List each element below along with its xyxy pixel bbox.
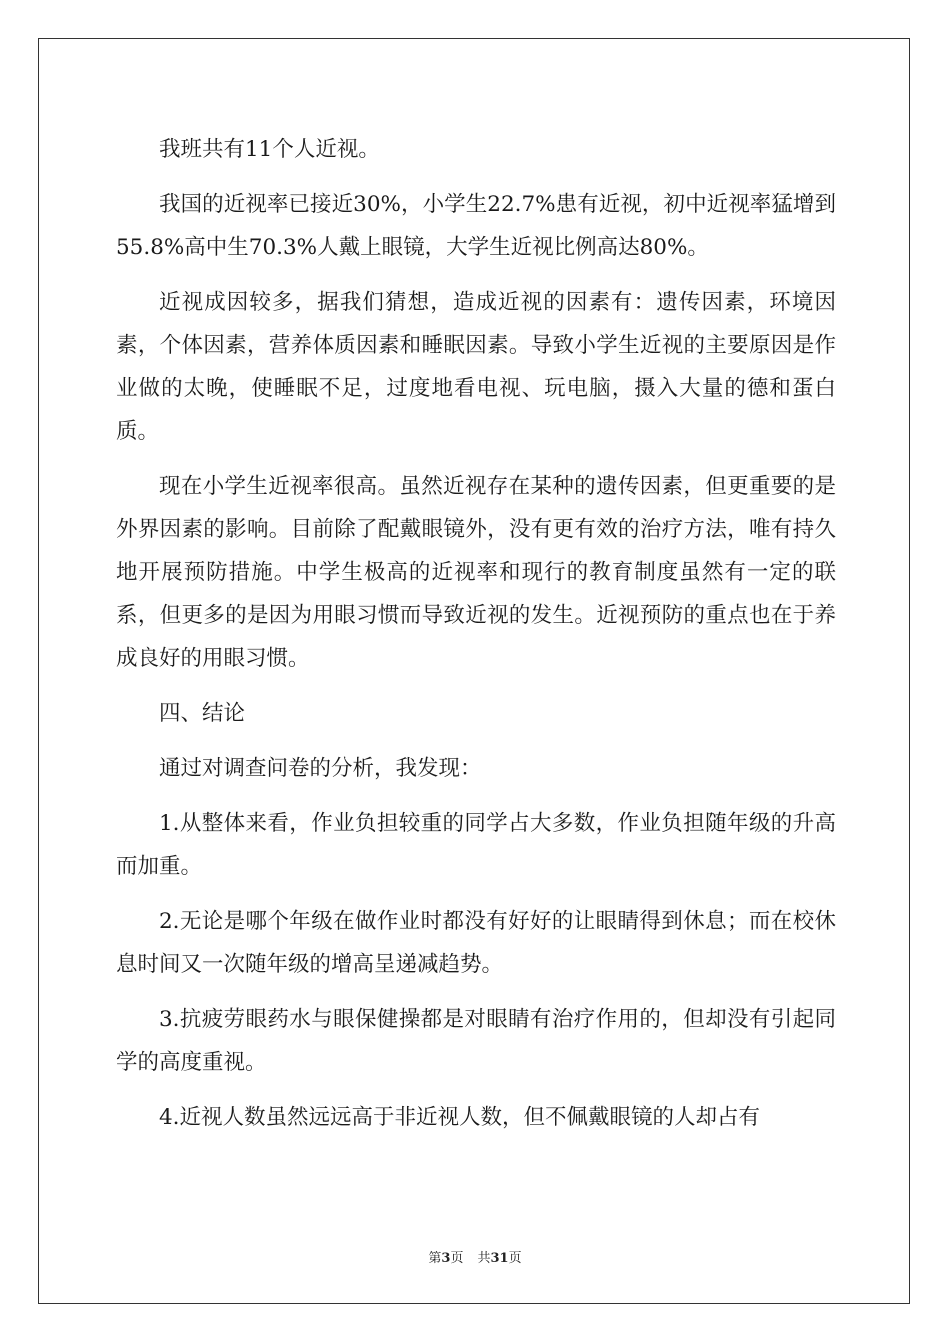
paragraph: 现在小学生近视率很高。虽然近视存在某种的遗传因素，但更重要的是外界因素的影响。目前除了配戴眼镜外，没有更有效的治疗方法，唯有持久地开展预防措施。中学生极高的近视率和现行的教育制度虽然有一定的联系，但更多的是因为用眼习惯而导致近视的发生。近视预防的重点也在于养成良好的用眼习惯。 [116,474,836,671]
page-number: 3 [441,1251,451,1266]
total-prefix: 共 [477,1251,491,1266]
page-suffix: 页 [450,1251,464,1266]
list-item: 3.抗疲劳眼药水与眼保健操都是对眼睛有治疗作用的，但却没有引起同学的高度重视。 [116,1007,836,1075]
total-suffix: 页 [508,1251,522,1266]
paragraph: 我班共有11个人近视。 [159,137,380,162]
list-item: 4.近视人数虽然远远高于非近视人数，但不佩戴眼镜的人却占有 [159,1105,761,1130]
page-prefix: 第 [428,1251,442,1266]
page-footer [0,1247,950,1266]
list-item: 2.无论是哪个年级在做作业时都没有好好的让眼睛得到休息；而在校休息时间又一次随年级的增高呈递减趋势。 [116,909,836,977]
total-pages: 31 [490,1251,509,1266]
paragraph: 我国的近视率已接近30%，小学生22.7%患有近视，初中近视率猛增到55.8%高中生70.3%人戴上眼镜，大学生近视比例高达80%。 [116,192,836,260]
section-heading: 四、结论 [159,701,246,726]
paragraph: 近视成因较多，据我们猜想，造成近视的因素有：遗传因素，环境因素，个体因素，营养体质因素和睡眠因素。导致小学生近视的主要原因是作业做的太晚，使睡眠不足，过度地看电视、玩电脑，摄入大量的德和蛋白质。 [116,290,836,444]
list-item: 1.从整体来看，作业负担较重的同学占大多数，作业负担随年级的升高而加重。 [116,811,836,879]
paragraph: 通过对调查问卷的分析，我发现： [159,756,482,781]
document-body [116,128,836,1151]
